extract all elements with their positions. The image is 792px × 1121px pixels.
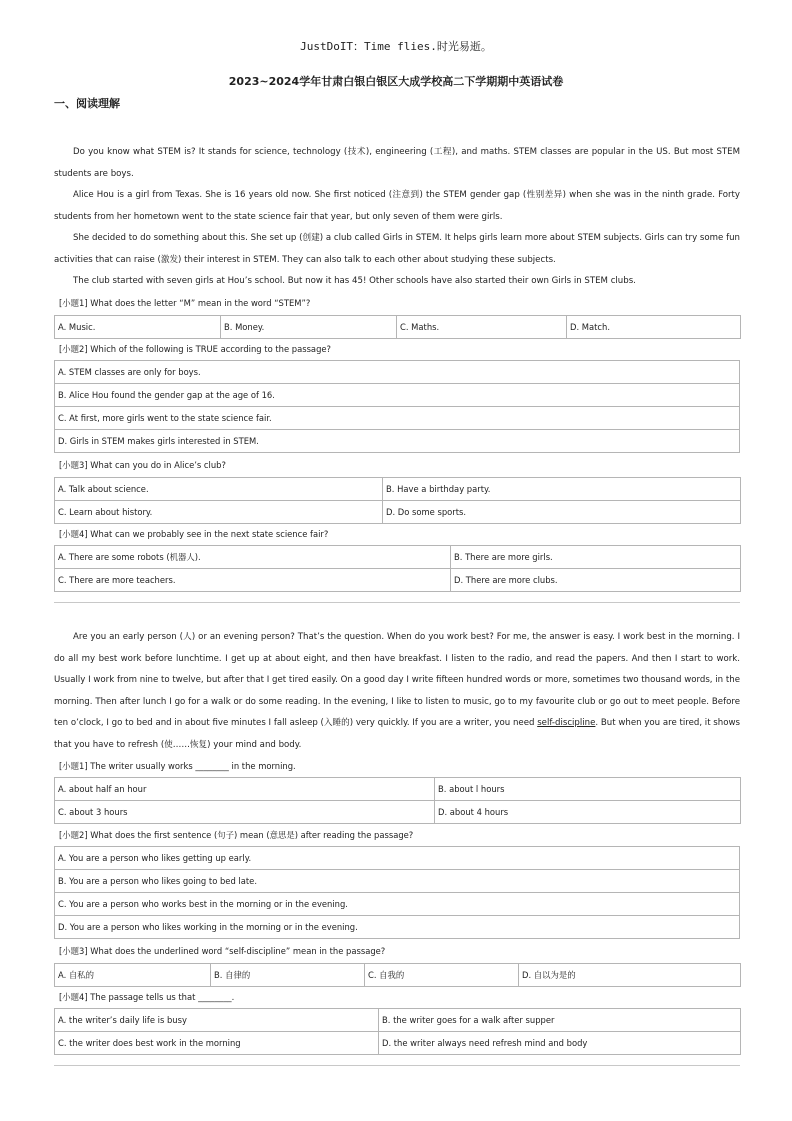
p2-q2-option-a[interactable]: A. You are a person who likes getting up early. — [55, 847, 740, 870]
p2-question-4: [小题4] The passage tells us that ________. — [59, 992, 235, 1002]
passage2-text-after: . But when you are tired, it shows that you have to refresh (使……恢复) your mind and body. — [54, 718, 740, 750]
passage1-paragraph-2: Alice Hou is a girl from Texas. She is 16 years old now. She first noticed (注意到) the STEM gender gap (性别差异) when she was in the ninth grade. Forty students from her hometown went to the state science fair that year, but only seven of them were girls. — [54, 190, 740, 222]
page-header: JustDoIT：Time flies.时光易逝。 — [300, 40, 492, 53]
p1-question-2: [小题2] Which of the following is TRUE according to the passage? — [59, 344, 331, 354]
passage2-underlined-word: self-discipline — [537, 718, 596, 728]
passage1-paragraph-3: She decided to do something about this. She set up (创建) a club called Girls in STEM. It helps girls learn more about STEM subjects. Girls can try some fun activities that can raise (激发) their interest in STEM. They can also talk to each other about studying these subjects. — [54, 233, 740, 265]
p2-q2-option-d[interactable]: D. You are a person who likes working in the morning or in the evening. — [55, 916, 740, 939]
passage2-text-before: Are you an early person (人) or an evening person? That’s the question. When do you work best? For me, the answer is easy. I work best in the morning. I do all my best work before lunchtime. I get up at about eight, and then have breakfast. I listen to the radio, and read the papers. And then I start to work. Usually I work from nine to twelve, but after that I get tired easily. On a good day I write fifteen hundred words or more, sometimes two thousand words, in the morning. Then after lunch I go for a walk or do some reading. In the evening, I like to listen to music, go to my favourite club or go out to meet people. Before ten o’clock, I go to bed and in about five minutes I fall asleep (入睡的) very quickly. If you are a writer, you need — [54, 632, 740, 728]
p1-question-3: [小题3] What can you do in Alice’s club? — [59, 460, 226, 470]
p2-q4-option-a[interactable]: A. the writer’s daily life is busy — [55, 1009, 379, 1032]
p2-question-2: [小题2] What does the first sentence (句子) mean (意思是) after reading the passage? — [59, 830, 414, 840]
p1-q4-option-c[interactable]: C. There are more teachers. — [55, 569, 451, 592]
p1-q1-options — [54, 315, 741, 339]
p1-question-4: [小题4] What can we probably see in the next state science fair? — [59, 529, 329, 539]
p1-q1-option-d[interactable]: D. Match. — [567, 316, 741, 339]
p1-q1-option-b[interactable]: B. Money. — [221, 316, 397, 339]
p2-q4-option-c[interactable]: C. the writer does best work in the morning — [55, 1032, 379, 1055]
p2-question-1: [小题1] The writer usually works ________ in the morning. — [59, 761, 296, 771]
p1-q4-option-d[interactable]: D. There are more clubs. — [451, 569, 741, 592]
passage1-paragraph-1: Do you know what STEM is? It stands for science, technology (技术), engineering (工程), and maths. STEM classes are popular in the US. But most STEM students are boys. — [54, 147, 740, 179]
p1-q3-option-b[interactable]: B. Have a birthday party. — [383, 478, 741, 501]
p1-q1-option-a[interactable]: A. Music. — [55, 316, 221, 339]
p1-q2-option-a[interactable]: A. STEM classes are only for boys. — [55, 361, 740, 384]
p2-q2-option-b[interactable]: B. You are a person who likes going to bed late. — [55, 870, 740, 893]
p2-q3-options — [54, 963, 741, 987]
p1-question-1: [小题1] What does the letter “M” mean in the word “STEM”? — [59, 298, 311, 308]
p2-q1-option-d[interactable]: D. about 4 hours — [435, 801, 741, 824]
p1-q3-option-d[interactable]: D. Do some sports. — [383, 501, 741, 524]
p1-q2-option-b[interactable]: B. Alice Hou found the gender gap at the age of 16. — [55, 384, 740, 407]
exam-title: 2023~2024学年甘肃白银白银区大成学校高二下学期期中英语试卷 — [228, 75, 564, 88]
p2-q4-option-b[interactable]: B. the writer goes for a walk after supper — [379, 1009, 741, 1032]
passage-divider — [54, 602, 740, 603]
p2-q1-option-b[interactable]: B. about l hours — [435, 778, 741, 801]
p2-q1-option-a[interactable]: A. about half an hour — [55, 778, 435, 801]
p2-q1-options — [54, 777, 741, 824]
p2-q2-option-c[interactable]: C. You are a person who works best in the morning or in the evening. — [55, 893, 740, 916]
passage1-paragraph-4: The club started with seven girls at Hou’s school. But now it has 45! Other schools have also started their own Girls in STEM clubs. — [73, 276, 636, 286]
p2-q3-option-a[interactable]: A. 自私的 — [55, 964, 211, 987]
p2-q1-option-c[interactable]: C. about 3 hours — [55, 801, 435, 824]
p2-q2-options — [54, 846, 740, 939]
section-heading: 一、阅读理解 — [54, 97, 120, 110]
p2-q4-option-d[interactable]: D. the writer always need refresh mind and body — [379, 1032, 741, 1055]
p2-question-3: [小题3] What does the underlined word “self-discipline” mean in the passage? — [59, 946, 386, 956]
p2-q3-option-d[interactable]: D. 自以为是的 — [519, 964, 741, 987]
p1-q4-options — [54, 545, 741, 592]
p1-q4-option-a[interactable]: A. There are some robots (机器人). — [55, 546, 451, 569]
p2-q3-option-b[interactable]: B. 自律的 — [211, 964, 365, 987]
p1-q2-options — [54, 360, 740, 453]
p2-q4-options — [54, 1008, 741, 1055]
p1-q1-option-c[interactable]: C. Maths. — [397, 316, 567, 339]
p1-q2-option-c[interactable]: C. At first, more girls went to the state science fair. — [55, 407, 740, 430]
bottom-divider — [54, 1065, 740, 1066]
passage2-paragraph — [54, 627, 740, 756]
p2-q3-option-c[interactable]: C. 自我的 — [365, 964, 519, 987]
p1-q2-option-d[interactable]: D. Girls in STEM makes girls interested in STEM. — [55, 430, 740, 453]
p1-q3-option-a[interactable]: A. Talk about science. — [55, 478, 383, 501]
p1-q3-options — [54, 477, 741, 524]
p1-q3-option-c[interactable]: C. Learn about history. — [55, 501, 383, 524]
p1-q4-option-b[interactable]: B. There are more girls. — [451, 546, 741, 569]
